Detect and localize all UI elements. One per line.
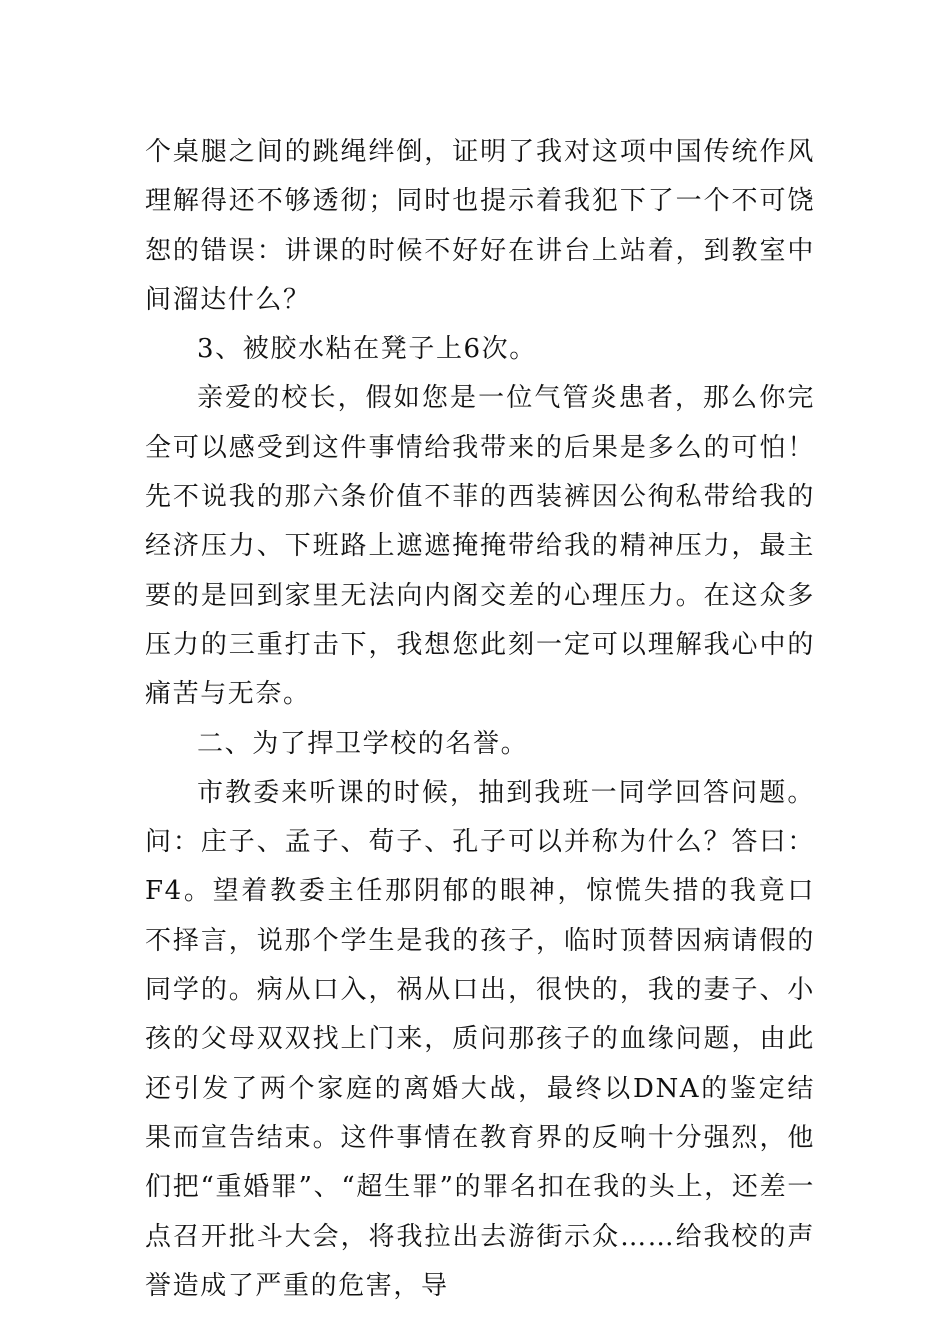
paragraph-inspection: 市教委来听课的时候，抽到我班一同学回答问题。问：庄子、孟子、荀子、孔子可以并称为什么？答曰：F4。望着教委主任那阴郁的眼神，惊慌失措的我竟口不择言，说那个学生是我的孩子，临时顶替因病请假的同学的。病从口入，祸从口出，很快的，我的妻子、小孩的父母双双找上门来，质问那孩子的血缘问题，由此还引发了两个家庭的离婚大战，最终以DNA的鉴定结果而宣告结束。这件事情在教育界的反响十分强烈，他们把“重婚罪”、“超生罪”的罪名扣在我的头上，还差一点召开批斗大会，将我拉出去游街示众……给我校的声誉造成了严重的危害，导: [145, 777, 815, 1301]
document-body: [145, 128, 815, 1311]
section-heading-2: 二、为了捍卫学校的名誉。: [197, 728, 529, 759]
paragraph-principal: 亲爱的校长，假如您是一位气管炎患者，那么你完全可以感受到这件事情给我带来的后果是多么的可怕！先不说我的那六条价值不菲的西装裤因公徇私带给我的经济压力、下班路上遮遮掩掩带给我的精神压力，最主要的是回到家里无法向内阁交差的心理压力。在这众多压力的三重打击下，我想您此刻一定可以理解我心中的痛苦与无奈。: [145, 383, 815, 710]
paragraph-continuation: 个桌腿之间的跳绳绊倒，证明了我对这项中国传统作风理解得还不够透彻；同时也提示着我犯下了一个不可饶恕的错误：讲课的时候不好好在讲台上站着，到教室中间溜达什么？: [145, 137, 815, 315]
paragraph-item-3: 3、被胶水粘在凳子上6次。: [197, 334, 537, 365]
